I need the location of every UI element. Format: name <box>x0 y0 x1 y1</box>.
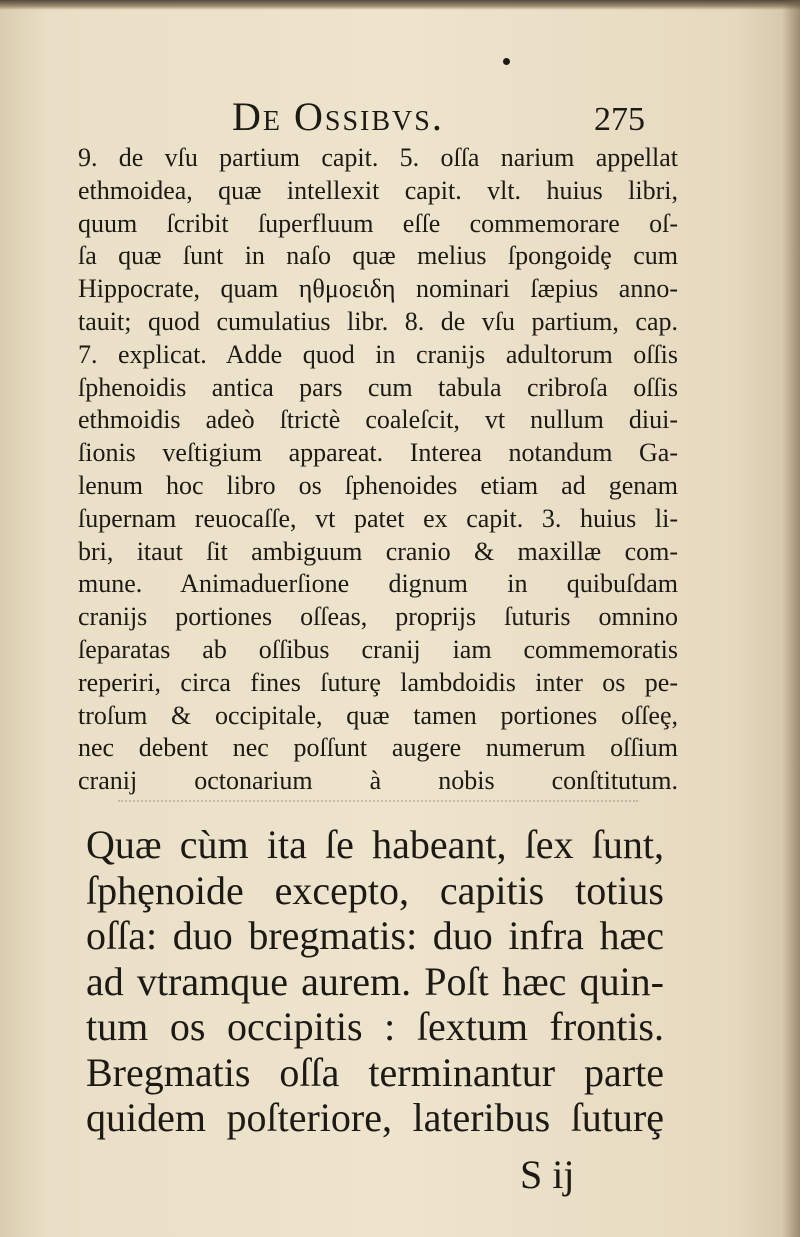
commentary-line: reperiri, circa fines ſuturȩ lambdoidis inter os pe- <box>78 667 678 697</box>
bleed-through-mark <box>118 800 638 818</box>
ink-dot <box>503 58 510 65</box>
main-text-line: ad vtramque aurem. Poſt hæc quin- <box>86 958 664 1004</box>
commentary-line: Hippocrate, quam ηθμοειδη nominari ſæpius anno- <box>78 274 678 304</box>
commentary-line: nec debent nec poſſunt augere numerum oſſium <box>78 733 678 763</box>
main-text-line: Bregmatis oſſa terminantur parte <box>86 1049 664 1095</box>
signature-mark: S ij <box>520 1152 575 1197</box>
page-right-edge-shadow <box>782 0 800 1237</box>
commentary-line: troſum & occipitale, quæ tamen portiones oſſeȩ, <box>78 700 678 730</box>
commentary-line: lenum hoc libro os ſphenoides etiam ad genam <box>78 470 678 500</box>
page-top-edge <box>0 0 800 10</box>
commentary-line: cranijs portiones oſſeas, proprijs ſuturis omnino <box>78 602 678 632</box>
main-text-line: ſphȩnoide excepto, capitis totius <box>86 867 664 913</box>
commentary-line: tauit; quod cumulatius libr. 8. de vſu partium, cap. <box>78 306 678 336</box>
running-title: De Ossibvs. <box>232 94 444 139</box>
commentary-line: ethmoidis adeò ſtrictè coaleſcit, vt nullum diui- <box>78 405 678 435</box>
page-number: 275 <box>594 101 645 138</box>
commentary-line: ſa quæ ſunt in naſo quæ melius ſpongoidȩ cum <box>78 241 678 271</box>
running-head <box>0 92 800 142</box>
commentary-line: ſionis veſtigium appareat. Interea notandum Ga- <box>78 438 678 468</box>
commentary-line: bri, itaut ſit ambiguum cranio & maxillæ com- <box>78 536 678 566</box>
commentary-line: 9. de vſu partium capit. 5. oſſa narium appellat <box>78 143 678 172</box>
commentary-line: 7. explicat. Adde quod in cranijs adultorum oſſis <box>78 339 678 369</box>
main-text-line: tum os occipitis : ſextum frontis. <box>86 1004 664 1049</box>
main-text-block <box>86 822 664 1141</box>
main-text-line: oſſa: duo bregmatis: duo infra hæc <box>86 913 664 958</box>
commentary-line: ſphenoidis antica pars cum tabula cribroſa oſſis <box>78 372 678 402</box>
commentary-line: cranij octonarium à nobis conſtitutum. <box>78 766 678 796</box>
commentary-line: quum ſcribit ſuperfluum eſſe commemorare oſ- <box>78 208 678 238</box>
main-text-line: quidem poſteriore, lateribus ſuturȩ <box>86 1095 664 1140</box>
commentary-line: ethmoidea, quæ intellexit capit. vlt. huius libri, <box>78 175 678 205</box>
commentary-line: ſupernam reuocaſſe, vt patet ex capit. 3. huius li- <box>78 503 678 533</box>
commentary-line: ſeparatas ab oſſibus cranij iam commemoratis <box>78 634 678 664</box>
commentary-line: mune. Animaduerſione dignum in quibuſdam <box>78 569 678 599</box>
commentary-block <box>78 142 678 798</box>
main-text-line: Quæ cùm ita ſe habeant, ſex ſunt, <box>86 822 664 867</box>
